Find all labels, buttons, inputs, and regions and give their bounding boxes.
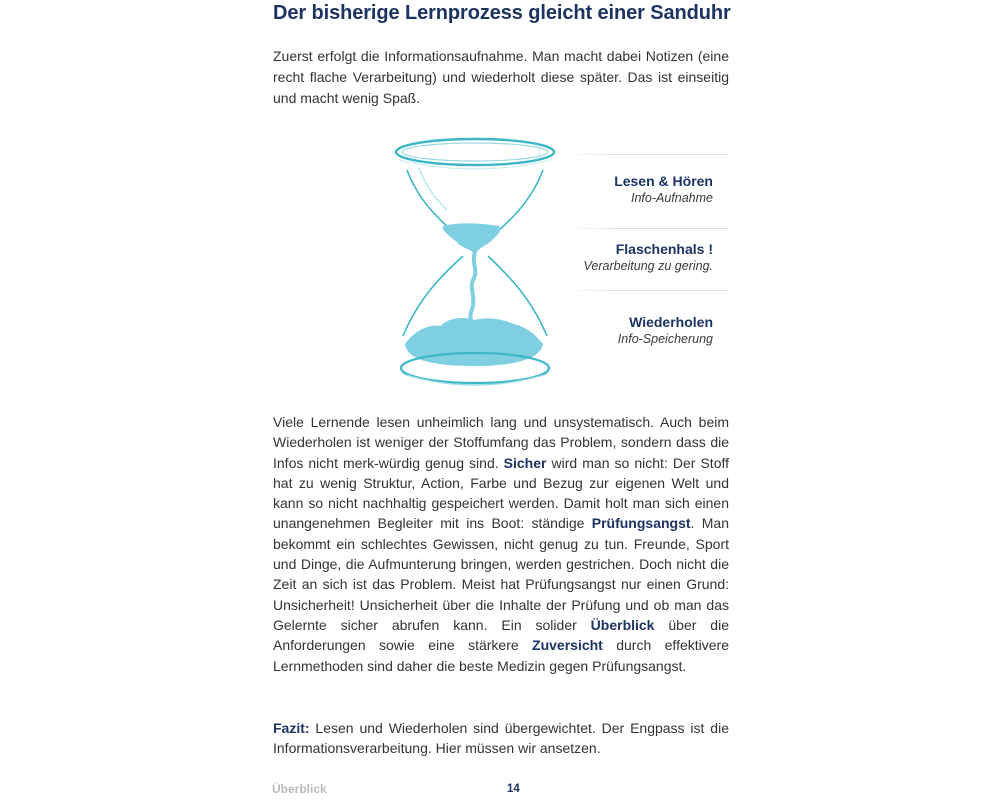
highlight-pruefungsangst: Prüfungsangst [591, 515, 691, 532]
conclusion-paragraph [273, 718, 729, 759]
label-bottleneck-subtitle: Verarbeitung zu gering. [583, 259, 713, 273]
label-separator [569, 228, 729, 229]
highlight-zuversicht: Zuversicht [532, 637, 603, 654]
body-text-3: . Man bekommt ein schlechtes Gewissen, nicht genug zu tun. Freunde, Sport und Dinge, die Aufmunterung bringen, werden gestrichen. Doch nicht die Zeit an sich ist das Problem. Meist hat Prüfungsangst nur einen Grund: Unsicherheit! Unsicherheit über die Inhalte der Prüfung und ob man das Gelernte sicher abrufen kann. Ein solider [273, 515, 729, 633]
label-separator [569, 154, 729, 155]
hourglass-top-rim-inner [402, 143, 548, 161]
label-review [618, 313, 713, 348]
conclusion-text: Lesen und Wiederholen sind übergewichtet. Der Engpass ist die Informationsverarbeitung. Hier müssen wir ansetzen. [273, 720, 729, 757]
body-paragraph [273, 412, 729, 676]
hourglass-illustration [385, 130, 565, 398]
label-separator [569, 290, 729, 291]
body-text-4: über die Anforderungen sowie eine stärkere [273, 616, 729, 654]
hourglass-upper-sand [443, 223, 501, 254]
body-text-2: wird man so nicht: Der Stoff hat zu wenig Struktur, Action, Farbe und Bezug zur eigenen Welt und kann so nicht nachhaltig gespeichert werden. Damit holt man sich einen unangenehmen Begleiter mit ins Boot: ständige [273, 454, 730, 532]
hourglass-lower-sand [405, 318, 543, 366]
intro-paragraph: Zuerst erfolgt die Informationsaufnahme. Man macht dabei Notizen (eine recht flache Verarbeitung) und wiederholt diese später. Das ist einseitig und macht wenig Spaß. [273, 48, 729, 106]
hourglass-upper-highlight [419, 168, 447, 210]
label-reading-title: Lesen & Hören [614, 173, 713, 189]
highlight-sicher: Sicher [503, 454, 547, 471]
label-bottleneck [584, 240, 713, 275]
footer-section-name: Überblick [272, 782, 327, 796]
label-review-title: Wiederholen [629, 314, 713, 330]
page-title: Der bisherige Lernprozess gleicht einer Sanduhr [273, 2, 731, 24]
page [273, 0, 729, 800]
hourglass-falling-sand [470, 252, 475, 330]
label-reading-subtitle: Info-Aufnahme [631, 191, 713, 205]
label-review-subtitle: Info-Speicherung [617, 332, 713, 346]
conclusion-label: Fazit: [273, 720, 310, 736]
highlight-ueberblick: Überblick [590, 616, 655, 633]
label-reading [614, 172, 713, 207]
page-number: 14 [507, 783, 520, 795]
body-text-5: durch effektivere Lernmethoden sind daher die beste Medizin gegen Prüfungsangst. [273, 637, 729, 674]
label-bottleneck-title: Flaschenhals ! [615, 241, 713, 257]
body-text-1: Viele Lernende lesen unheimlich lang und unsystematisch. Auch beim Wiederholen ist weniger der Stoffumfang das Problem, sondern dass die Infos nicht merk-würdig genug sind. [273, 414, 729, 471]
hourglass-figure [273, 126, 729, 396]
